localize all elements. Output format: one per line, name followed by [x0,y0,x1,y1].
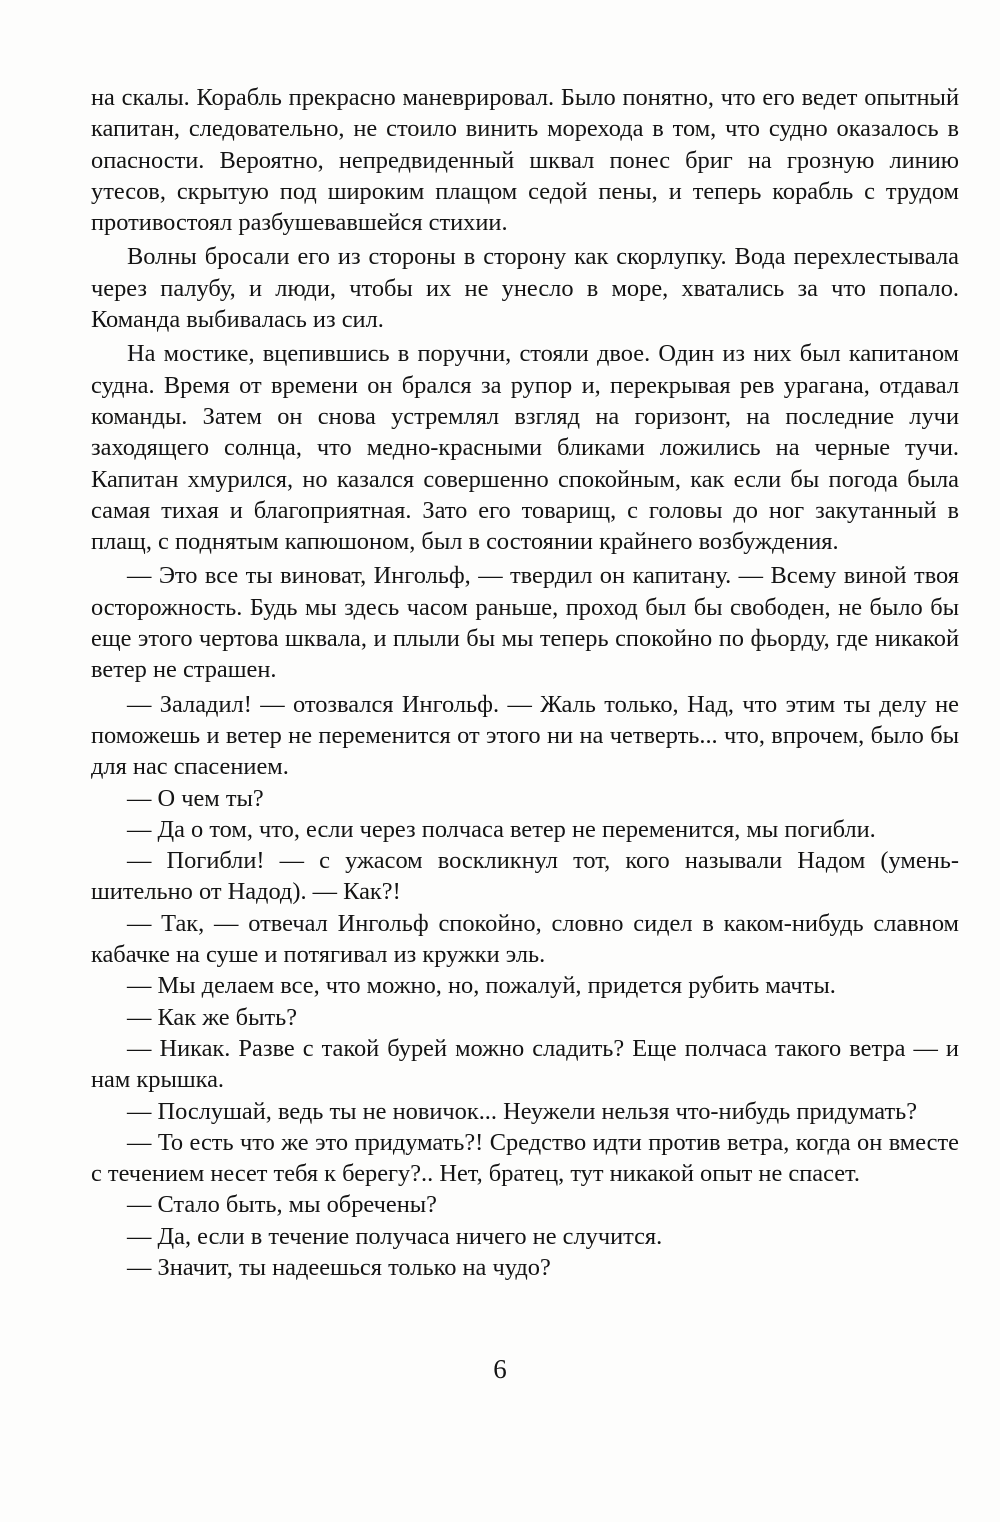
dialogue-line: — То есть что же это придумать?! Средство идти против ветра, когда он вместе с течением несет тебя к берегу?.. Нет, братец, тут никакой опыт не спасет. [91,1128,959,1188]
dialogue-line: — Погибли! — с ужасом воскликнул тот, кого называли Надом (уменьшительно от Надод). — Как?! [91,847,959,906]
dialogue-line: — Мы делаем все, что можно, но, пожалуй, придется рубить мачты. [127,972,836,1000]
paragraph: на скалы. Корабль прекрасно маневрировал. Было понятно, что его ведет опытный капитан, следовательно, не стоило винить морехода в том, что судно оказалось в опасности. Вероятно, непредвиденный шквал понес бриг на грозную линию утесов, скрытую под широким плащом седой пены, и теперь корабль с трудом противостоял разбушевавшейся стихии. [91,84,959,237]
dialogue-line: — Значит, ты надеешься только на чудо? [127,1253,551,1281]
dialogue-line: — Как же быть? [127,1003,298,1031]
body-text [91,82,959,1283]
dialogue-line: — Никак. Разве с такой бурей можно сладить? Еще полчаса такого ветра — и нам крышка. [91,1034,959,1094]
dialogue-line: — Заладил! — отозвался Ингольф. — Жаль только, Над, что этим ты делу не поможешь и ветер не переменится от этого ни на четверть... что, впрочем, было бы для нас спасением. [91,690,959,781]
dialogue-line: — Стало быть, мы обречены? [127,1191,437,1219]
paragraph: Волны бросали его из стороны в сторону как скорлупку. Вода перехлестывала через палубу, и люди, чтобы их не унесло в море, хватались за что попало. Команда выбивалась из сил. [91,243,959,334]
dialogue-line: — Да о том, что, если через полчаса ветер не переменится, мы погибли. [127,815,876,843]
dialogue-line: — Так, — отвечал Ингольф спокойно, словно сидел в каком-нибудь славном кабачке на суше и потягивал из кружки эль. [91,909,959,969]
dialogue-line: — Послушай, ведь ты не новичок... Неужели нельзя что-нибудь придумать? [127,1097,918,1125]
page-number: 6 [493,1354,507,1384]
paragraph: На мостике, вцепившись в поручни, стояли двое. Один из них был капитаном судна. Время от времени он брался за рупор и, перекрывая рев урагана, отдавал команды. Затем он снова устремлял взгляд на горизонт, на последние лучи заходящего солнца, что медно-красными бликами ложились на черные тучи. Капитан хмурился, но казался совершенно спокойным, как если бы погода была самая тихая и благоприятная. Зато его товарищ, с головы до ног закутанный в плащ, с поднятым капюшоном, был в состоянии крайнего возбуждения. [91,340,959,556]
dialogue-line: — Это все ты виноват, Ингольф, — твердил он капитану. — Всему виной твоя осторожность. Будь мы здесь часом раньше, проход был бы свободен, не было бы еще этого чертова шквала, и плыли бы мы теперь спокойно по фьорду, где никакой ветер не страшен. [91,562,959,684]
dialogue-line: — О чем ты? [127,784,264,812]
dialogue-line: — Да, если в течение получаса ничего не случится. [127,1222,663,1250]
